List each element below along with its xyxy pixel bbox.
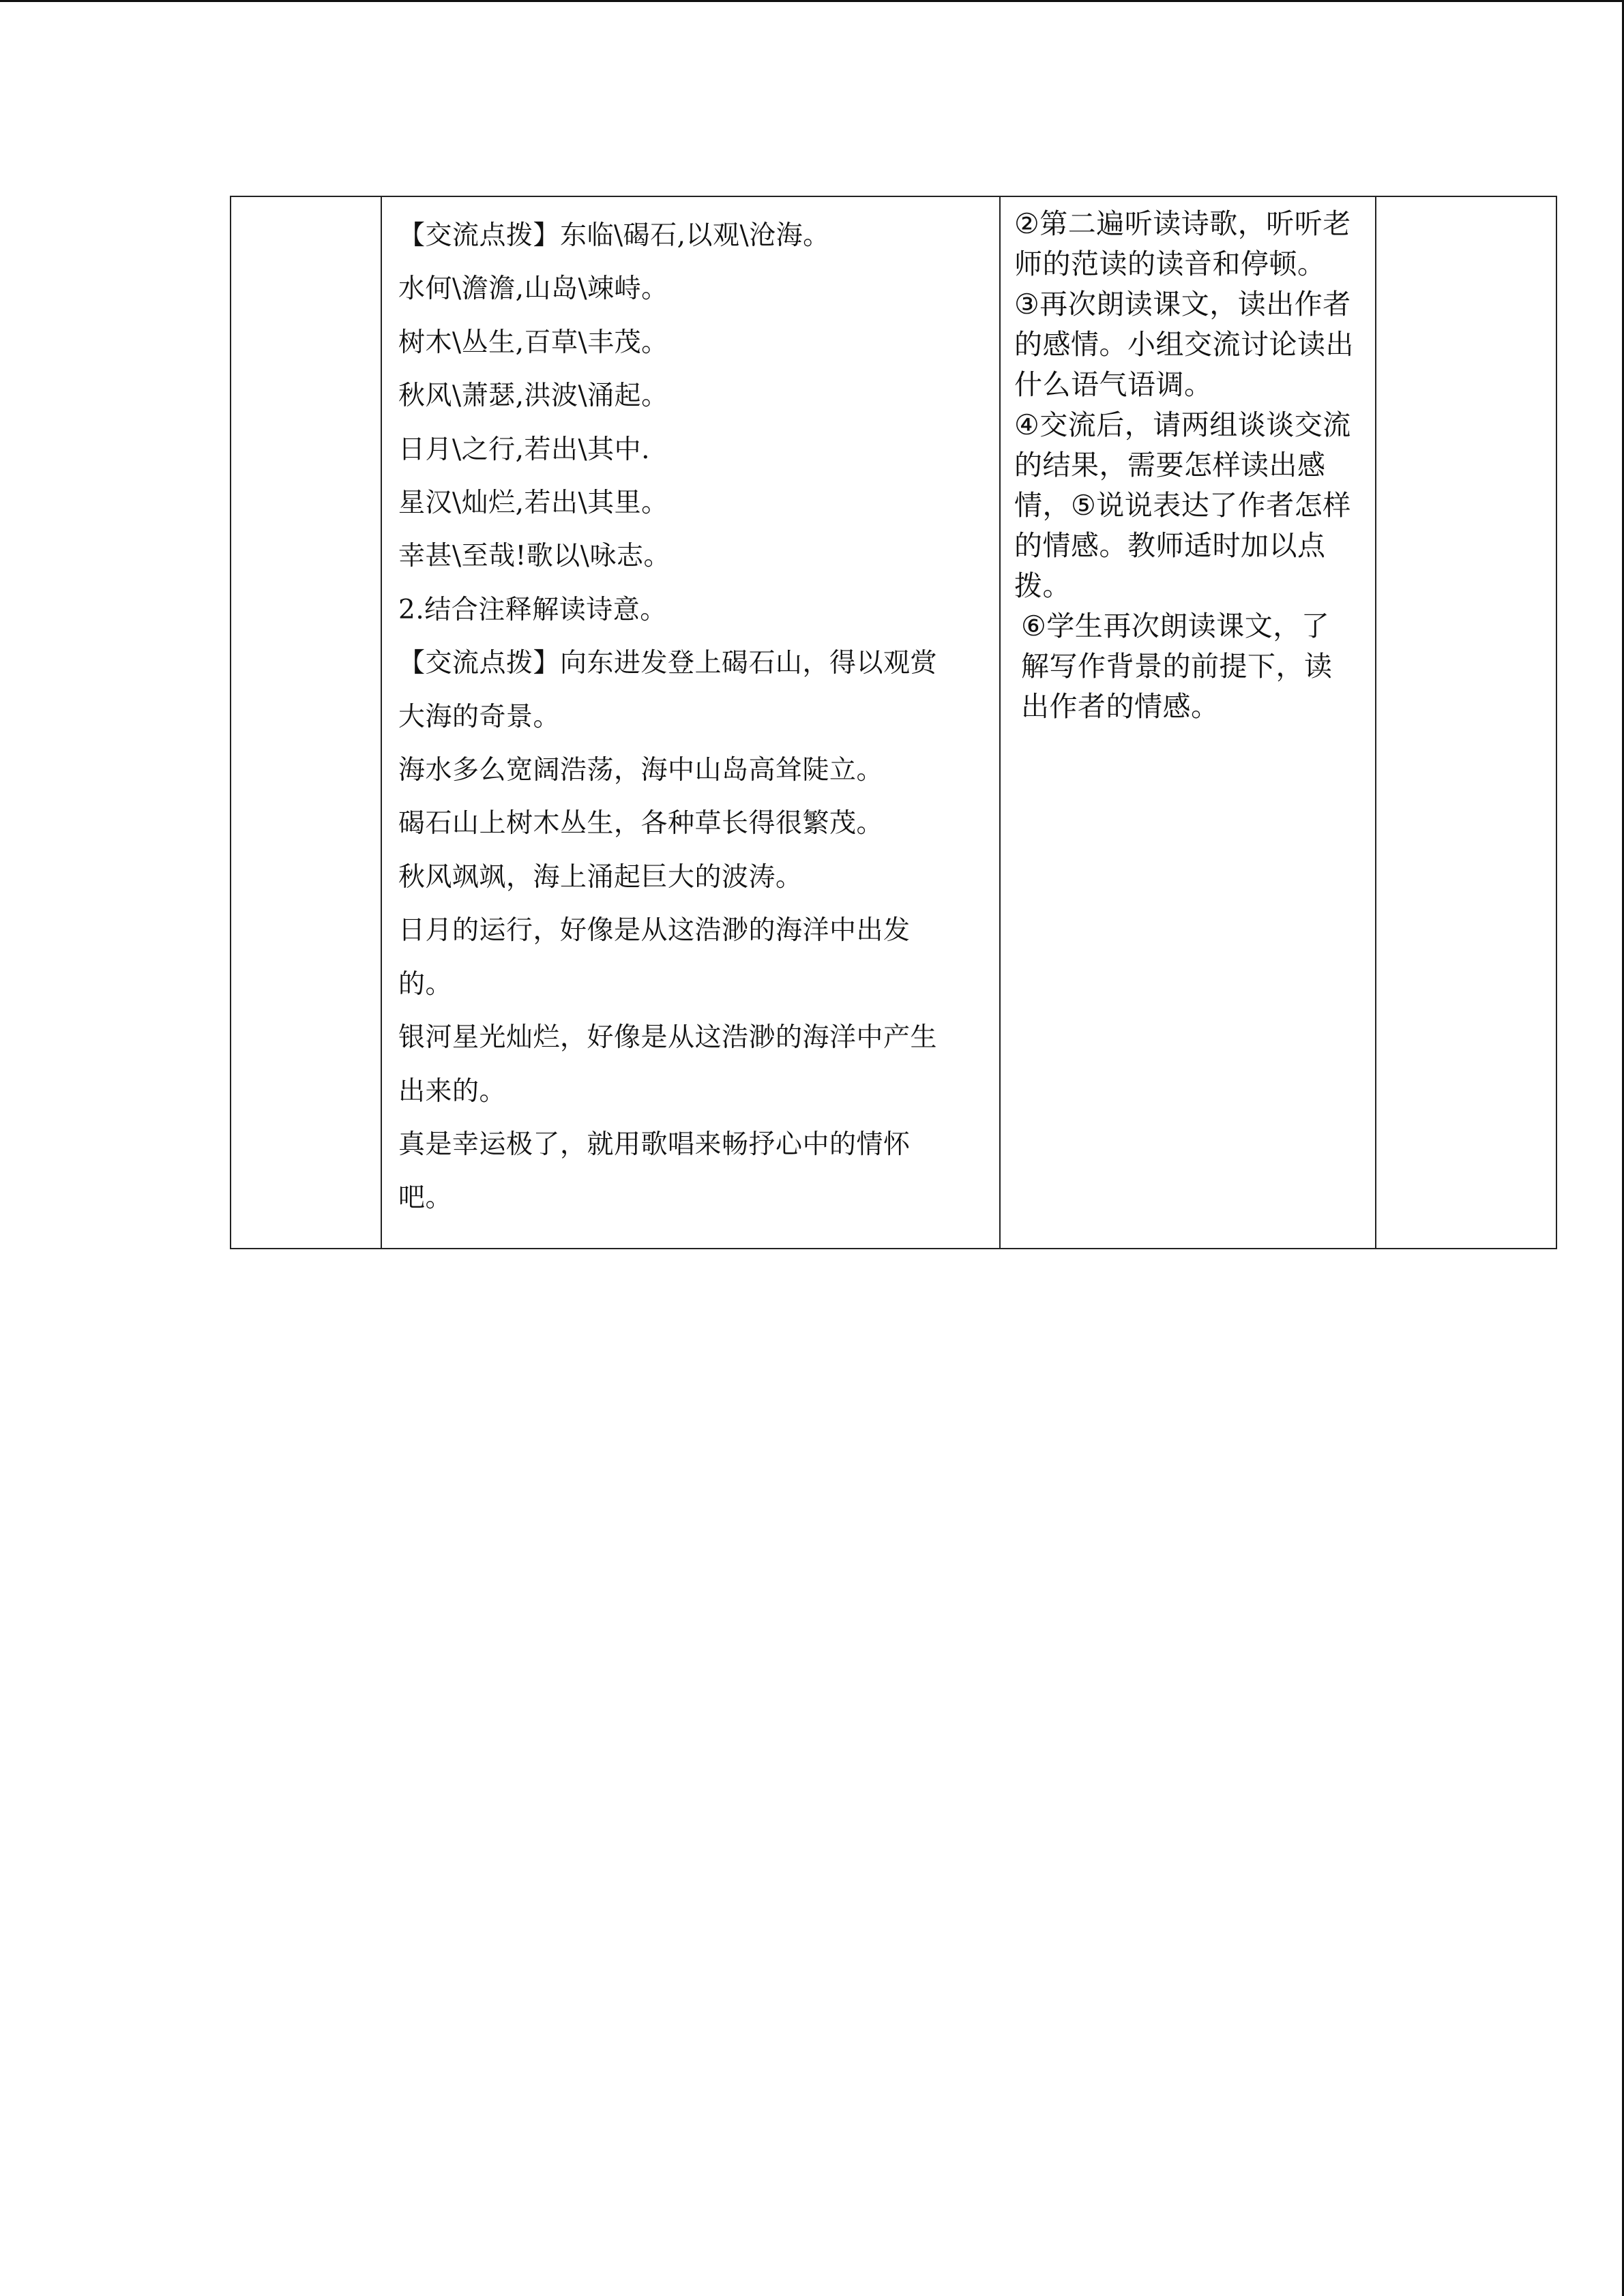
content-line: 吧。 (398, 1182, 453, 1214)
content-line: 秋风\萧瑟,洪波\涌起。 (398, 381, 668, 412)
content-line: 日月\之行,若出\其中. (398, 434, 651, 465)
content-line: 【交流点拨】东临\碣石,以观\沧海。 (398, 220, 830, 251)
content-line: 秋风飒飒，海上涌起巨大的波涛。 (398, 861, 803, 893)
page-top-border (0, 0, 1624, 2)
empty-cell-left (231, 196, 381, 1249)
activity-line: 师的范读的读音和停顿。 (1014, 248, 1326, 280)
activity-line: 的感情。小组交流讨论读出 (1014, 328, 1354, 361)
activity-line: 情，⑤说说表达了作者怎样 (1014, 489, 1351, 522)
activity-line: ⑥学生再次朗读课文，了 (1021, 610, 1330, 642)
teaching-content-cell (381, 196, 1000, 1249)
content-line: 的。 (398, 968, 453, 1000)
activity-line: 的结果，需要怎样读出感 (1014, 449, 1326, 481)
content-line: 水何\澹澹,山岛\竦峙。 (398, 273, 668, 305)
content-line: 星汉\灿烂,若出\其里。 (398, 488, 668, 519)
content-line: 银河星光灿烂，好像是从这浩渺的海洋中产生 (398, 1022, 938, 1054)
content-line: 海水多么宽阔浩荡，海中山岛高耸陡立。 (398, 755, 884, 786)
content-line: 幸甚\至哉!歌以\咏志。 (398, 541, 670, 572)
activity-line: ④交流后，请两组谈谈交流 (1014, 408, 1351, 441)
activity-line: ②第二遍听读诗歌，听听老 (1014, 207, 1351, 240)
content-line: 出来的。 (398, 1075, 507, 1107)
content-line: 碣石山上树木丛生，各种草长得很繁茂。 (398, 808, 884, 839)
table-row (231, 196, 1556, 1249)
content-line: 【交流点拨】向东进发登上碣石山，得以观赏 (398, 648, 938, 679)
content-line: 树木\丛生,百草\丰茂。 (398, 327, 668, 358)
content-line: 2.结合注释解读诗意。 (398, 594, 667, 625)
activity-line: 的情感。教师适时加以点 (1014, 529, 1326, 562)
content-line: 真是幸运极了，就用歌唱来畅抒心中的情怀 (398, 1129, 911, 1160)
activity-line: ③再次朗读课文，读出作者 (1014, 288, 1351, 320)
activity-line: 什么语气语调。 (1014, 368, 1213, 401)
activity-line: 解写作背景的前提下，读 (1021, 650, 1333, 683)
activity-line: 拨。 (1014, 569, 1071, 602)
student-activity-cell (1000, 196, 1376, 1249)
activity-line: 出作者的情感。 (1021, 690, 1220, 723)
content-line: 日月的运行，好像是从这浩渺的海洋中出发 (398, 915, 911, 946)
empty-cell-right (1376, 196, 1556, 1249)
lesson-plan-table (230, 196, 1557, 1249)
content-line: 大海的奇景。 (398, 701, 561, 732)
lesson-plan-table-wrapper (230, 196, 1556, 1249)
